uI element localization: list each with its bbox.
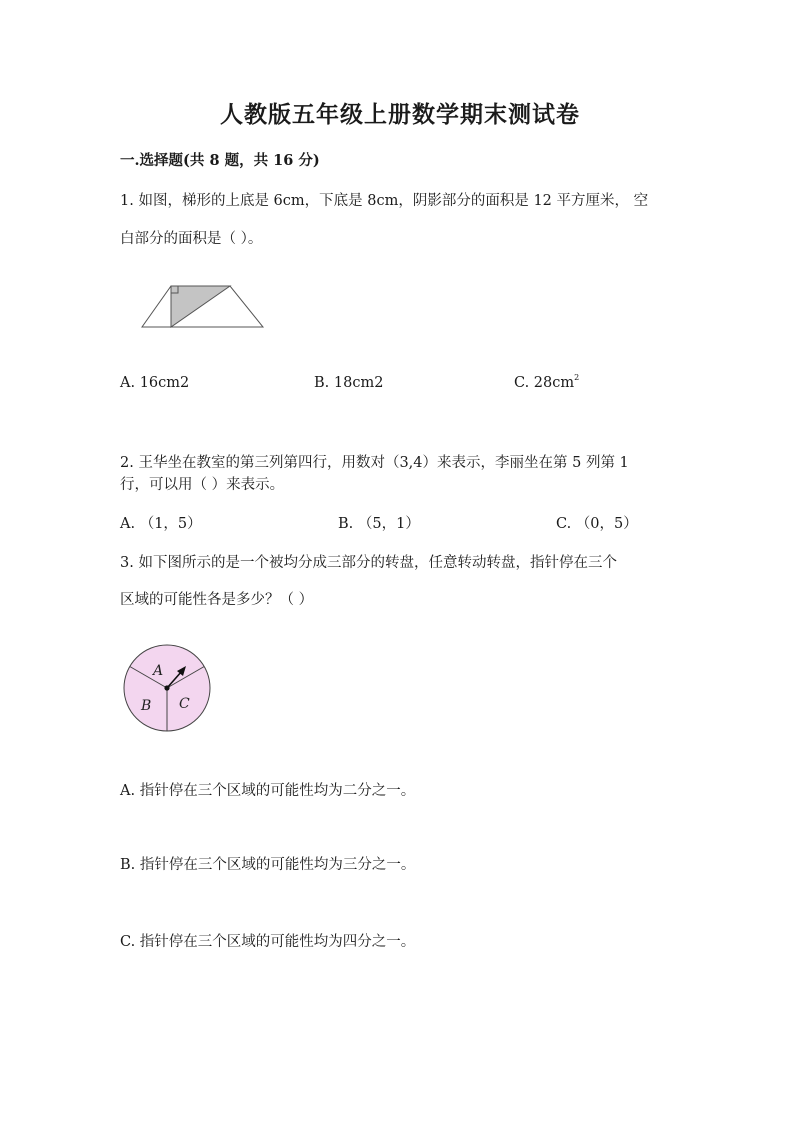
spinner-label-a: A <box>153 663 164 679</box>
question-3-line-1: 3. 如下图所示的是一个被均分成三部分的转盘，任意转动转盘，指针停在三个 <box>120 555 617 571</box>
shaded-triangle <box>171 286 230 327</box>
question-1-option-c-superscript: 2 <box>574 373 580 382</box>
question-1-option-a: A. 16cm2 <box>120 375 190 391</box>
question-1-option-c-text: C. 28cm <box>514 375 575 391</box>
question-2-option-a: A. （1，5） <box>120 516 202 532</box>
spinner-center <box>164 685 169 690</box>
page-title: 人教版五年级上册数学期末测试卷 <box>220 101 580 128</box>
question-1-line-1: 1. 如图，梯形的上底是 6cm，下底是 8cm，阴影部分的面积是 12 平方厘米， 空 <box>120 193 649 209</box>
trapezoid-figure <box>138 280 268 332</box>
question-3-line-2: 区域的可能性各是多少？（ ） <box>120 592 314 608</box>
question-1-option-b: B. 18cm2 <box>314 375 384 391</box>
question-3-option-a: A. 指针停在三个区域的可能性均为二分之一。 <box>120 783 416 799</box>
question-3-option-b: B. 指针停在三个区域的可能性均为三分之一。 <box>120 857 416 873</box>
question-2-line-2: 行，可以用（ ）来表示。 <box>120 477 285 493</box>
spinner-figure <box>120 644 216 738</box>
question-1-line-2: 白部分的面积是（ ）。 <box>120 231 263 247</box>
section-heading: 一.选择题(共 8 题，共 16 分) <box>120 152 320 169</box>
question-2-option-b: B. （5，1） <box>338 516 420 532</box>
question-2-line-1: 2. 王华坐在教室的第三列第四行，用数对（3,4）来表示，李丽坐在第 5 列第 1 <box>120 455 629 471</box>
question-2-option-c: C. （0，5） <box>556 516 638 532</box>
question-3-option-c: C. 指针停在三个区域的可能性均为四分之一。 <box>120 934 416 950</box>
spinner-label-c: C <box>179 696 190 712</box>
question-1-option-c <box>514 375 579 391</box>
spinner-label-b: B <box>141 698 152 714</box>
